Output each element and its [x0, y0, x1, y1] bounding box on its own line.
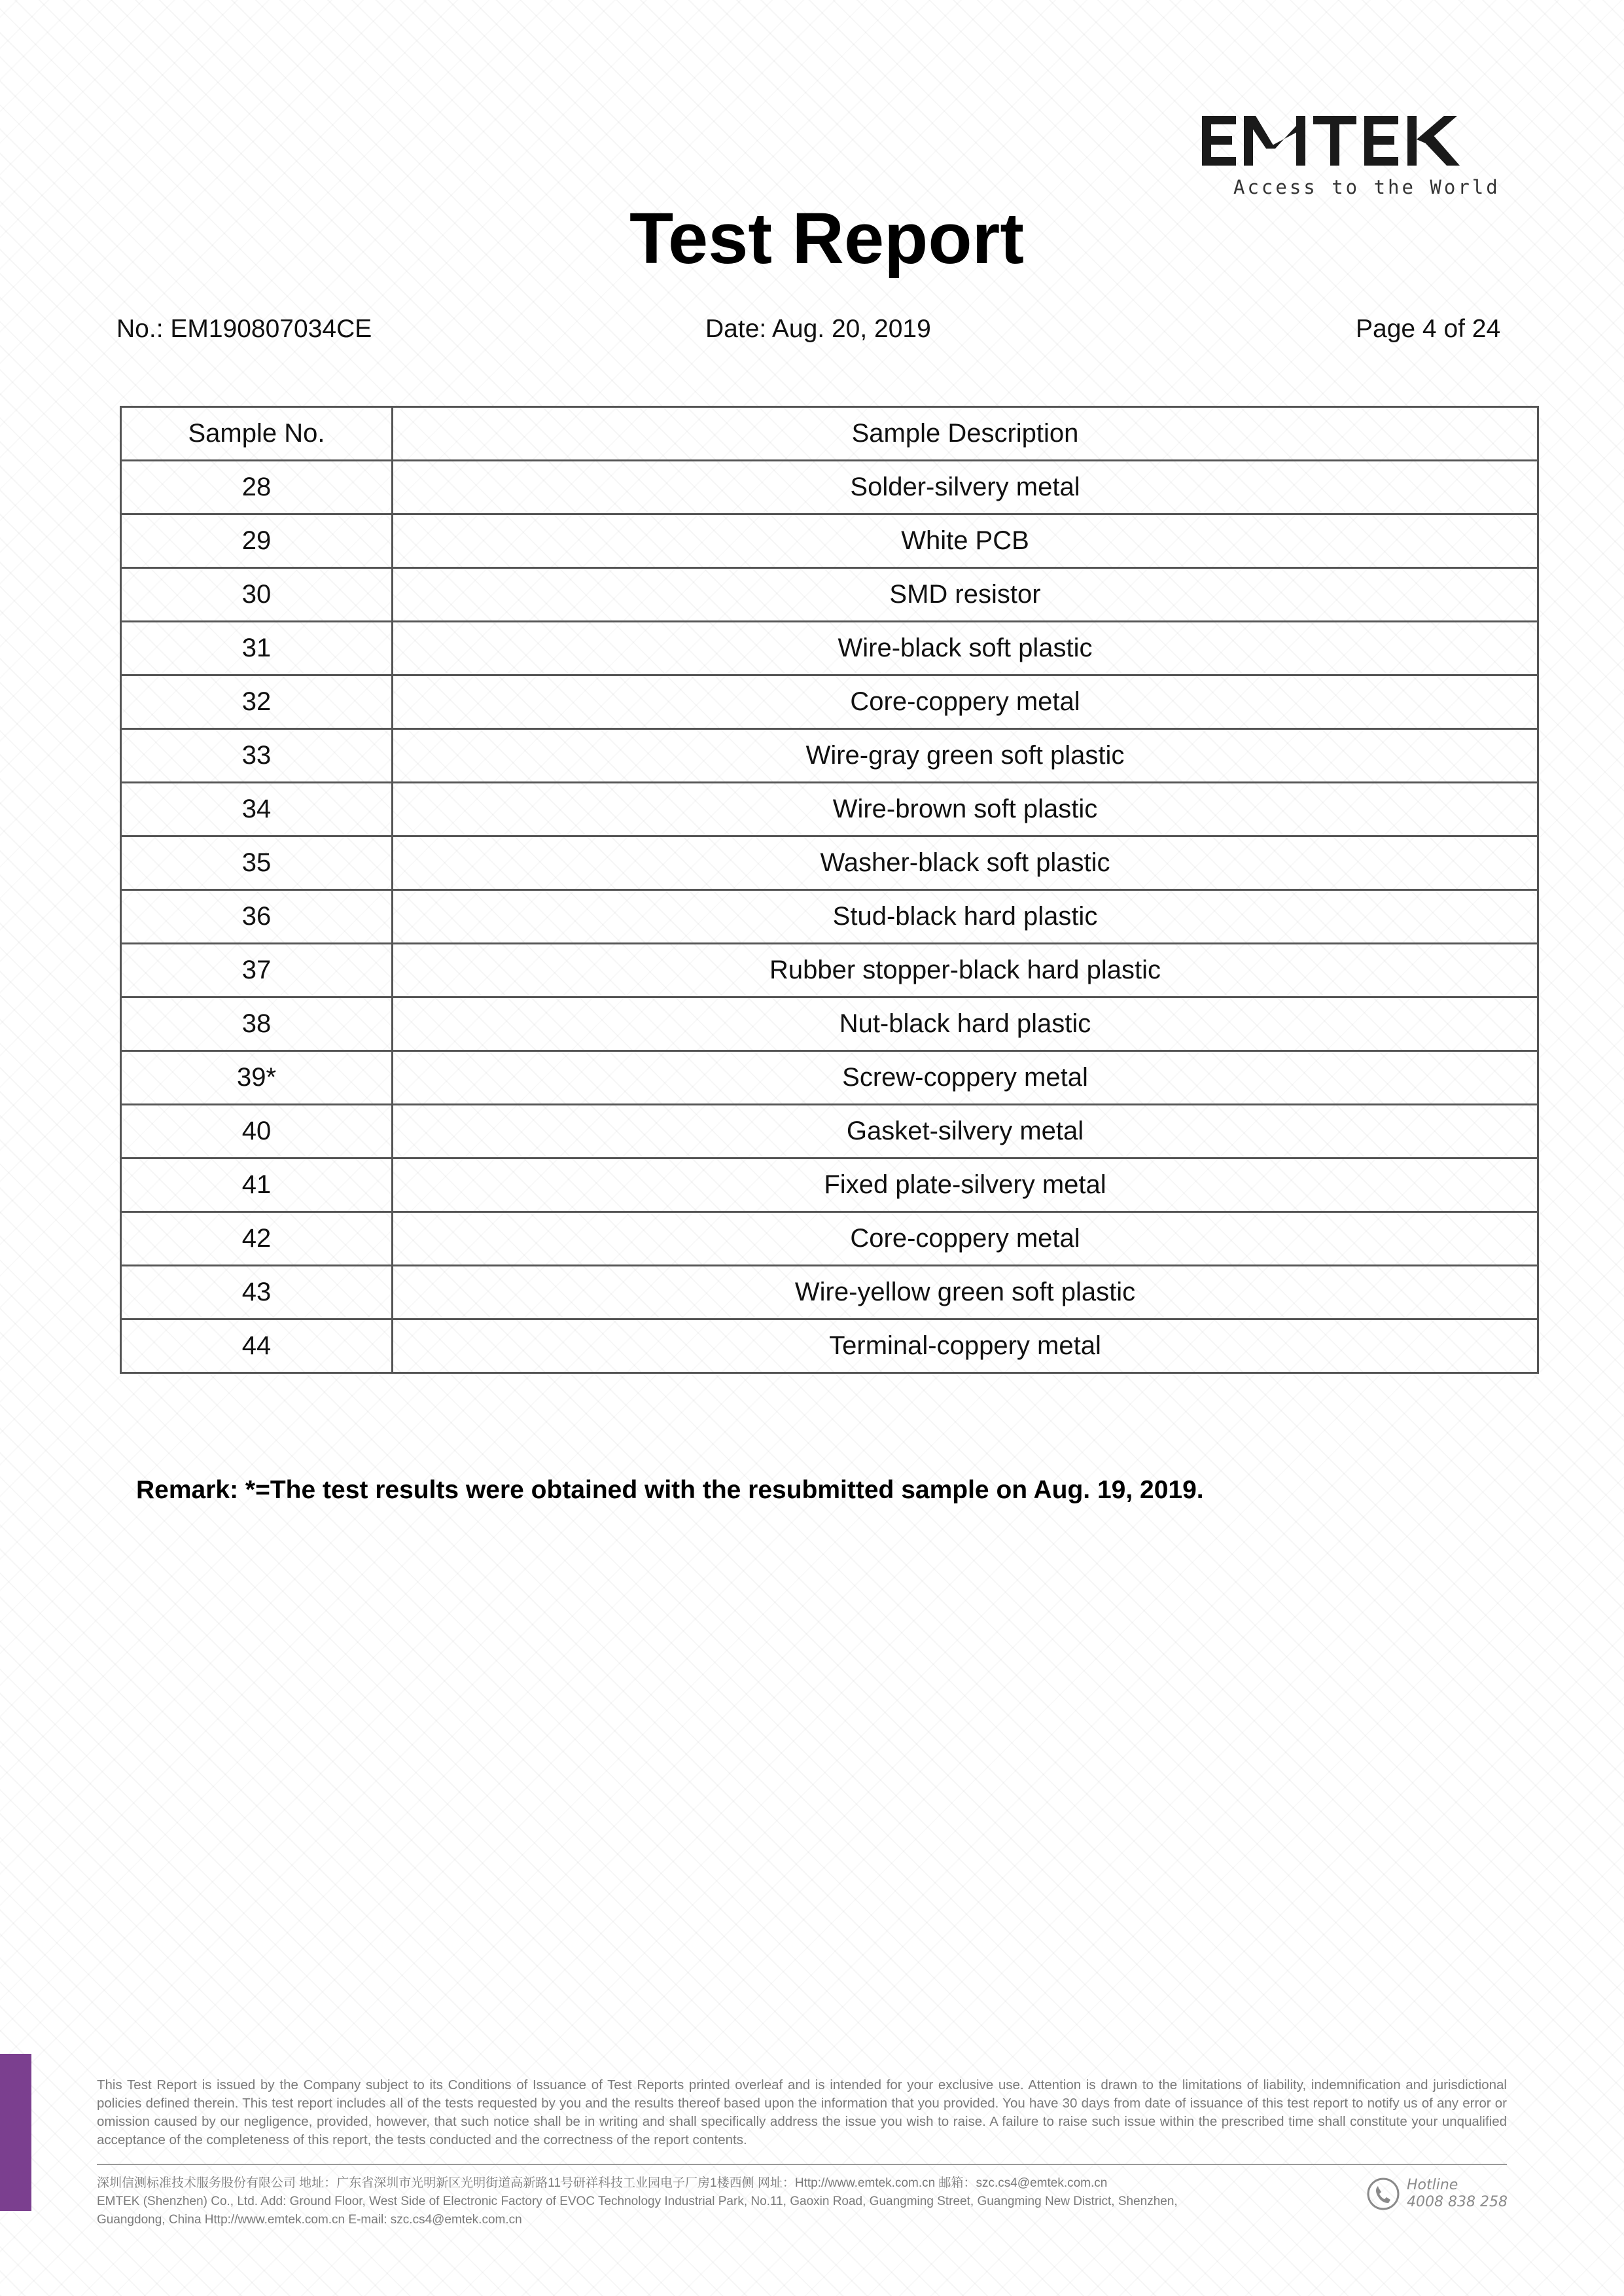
sample-no-cell: 39* — [121, 1051, 393, 1105]
page-title-text: Test Report — [629, 198, 1024, 279]
sample-description-cell: Wire-gray green soft plastic — [393, 729, 1538, 783]
sample-no-cell: 42 — [121, 1212, 393, 1266]
sample-no-cell: 40 — [121, 1105, 393, 1158]
table-row — [121, 836, 1538, 890]
table-header-row — [121, 407, 1538, 461]
header-sample-no: Sample No. — [121, 407, 393, 461]
sample-no-cell: 38 — [121, 997, 393, 1051]
table-row — [121, 1051, 1538, 1105]
remark-note: Remark: *=The test results were obtained with the resubmitted sample on Aug. 19, 2019. — [136, 1476, 1204, 1504]
table-row — [121, 890, 1538, 944]
sample-description-cell: Wire-black soft plastic — [393, 622, 1538, 675]
footer-contact-line: 深圳信测标准技术服务股份有限公司 地址：广东省深圳市光明新区光明街道高新路11号研祥科技工业园电子厂房1楼西侧 网址：Http://www.emtek.com.cn 邮箱：szc.cs4@emtek.com.cn — [97, 2176, 1108, 2190]
table-row — [121, 1105, 1538, 1158]
emtek-logo — [1201, 108, 1502, 200]
sample-no-cell: 31 — [121, 622, 393, 675]
sample-no-cell: 32 — [121, 675, 393, 729]
sample-table — [120, 406, 1537, 1374]
sample-description-cell: Fixed plate-silvery metal — [393, 1158, 1538, 1212]
sample-description-cell: SMD resistor — [393, 568, 1538, 622]
table-row — [121, 622, 1538, 675]
footer-divider — [97, 2164, 1507, 2165]
sample-no-cell: 30 — [121, 568, 393, 622]
hotline-label: Hotline — [1407, 2177, 1458, 2193]
sample-no-cell: 33 — [121, 729, 393, 783]
sample-no-cell: 29 — [121, 514, 393, 568]
sample-description-cell: Rubber stopper-black hard plastic — [393, 944, 1538, 997]
sample-no-cell: 43 — [121, 1266, 393, 1319]
header-sample-description: Sample Description — [393, 407, 1538, 461]
sample-description-cell: Stud-black hard plastic — [393, 890, 1538, 944]
sample-no-cell: 28 — [121, 461, 393, 514]
report-date: Date: Aug. 20, 2019 — [705, 315, 931, 343]
table-row — [121, 1212, 1538, 1266]
sample-description-cell: White PCB — [393, 514, 1538, 568]
page-title — [0, 196, 1624, 281]
sample-description-cell: Nut-black hard plastic — [393, 997, 1538, 1051]
footer-contact-line: Guangdong, China Http://www.emtek.com.cn E-mail: szc.cs4@emtek.com.cn — [97, 2213, 522, 2227]
report-number: No.: EM190807034CE — [116, 315, 372, 343]
table-row — [121, 783, 1538, 836]
phone-icon — [1366, 2177, 1400, 2211]
sample-description-cell: Core-coppery metal — [393, 675, 1538, 729]
table-row — [121, 729, 1538, 783]
footer-contact — [97, 2174, 1340, 2229]
sample-description-cell: Washer-black soft plastic — [393, 836, 1538, 890]
sample-description-cell: Terminal-coppery metal — [393, 1319, 1538, 1373]
sample-no-cell: 36 — [121, 890, 393, 944]
sample-description-cell: Screw-coppery metal — [393, 1051, 1538, 1105]
emtek-logo-wordmark — [1201, 108, 1502, 173]
sample-description-cell: Core-coppery metal — [393, 1212, 1538, 1266]
table-row — [121, 461, 1538, 514]
table-row — [121, 944, 1538, 997]
footer-disclaimer: This Test Report is issued by the Company subject to its Conditions of Issuance of Test Reports printed overleaf and is intended for your exclusive use. Attention is drawn to the limitations of liability, indemnification and jurisdictional policies defined therein. This test report includes all of the tests requested by you and the results thereof based upon the information that you provided. You have 30 days from date of issuance of this test report to notify us of any error or omission caused by our negligence, provided, however, that such notice shall be in writing and shall specifically address the issue you wish to raise. A failure to raise such issue within the prescribed time shall constitute your unqualified acceptance of the completeness of this report, the tests conducted and the correctness of the report contents. — [97, 2077, 1507, 2147]
sample-no-cell: 44 — [121, 1319, 393, 1373]
page-number: Page 4 of 24 — [1356, 315, 1501, 343]
hotline — [1366, 2177, 1510, 2216]
sample-no-cell: 34 — [121, 783, 393, 836]
side-accent-bar — [0, 2054, 31, 2211]
table-row — [121, 1319, 1538, 1373]
table-row — [121, 675, 1538, 729]
sample-no-cell: 35 — [121, 836, 393, 890]
table-row — [121, 1158, 1538, 1212]
hotline-number: 4008 838 258 — [1407, 2194, 1508, 2210]
table-row — [121, 514, 1538, 568]
sample-description-cell: Gasket-silvery metal — [393, 1105, 1538, 1158]
sample-description-cell: Wire-brown soft plastic — [393, 783, 1538, 836]
table-row — [121, 997, 1538, 1051]
footer-contact-line: EMTEK (Shenzhen) Co., Ltd. Add: Ground Floor, West Side of Electronic Factory of EVOC Technology Industrial Park, No.11, Gaoxin Road, Guangming Street, Guangming New District, Shenzhen, — [97, 2195, 1178, 2208]
sample-no-cell: 37 — [121, 944, 393, 997]
table-row — [121, 568, 1538, 622]
sample-description-cell: Solder-silvery metal — [393, 461, 1538, 514]
table-row — [121, 1266, 1538, 1319]
logo-tagline: Access to the World — [1233, 176, 1500, 198]
sample-no-cell: 41 — [121, 1158, 393, 1212]
sample-description-cell: Wire-yellow green soft plastic — [393, 1266, 1538, 1319]
